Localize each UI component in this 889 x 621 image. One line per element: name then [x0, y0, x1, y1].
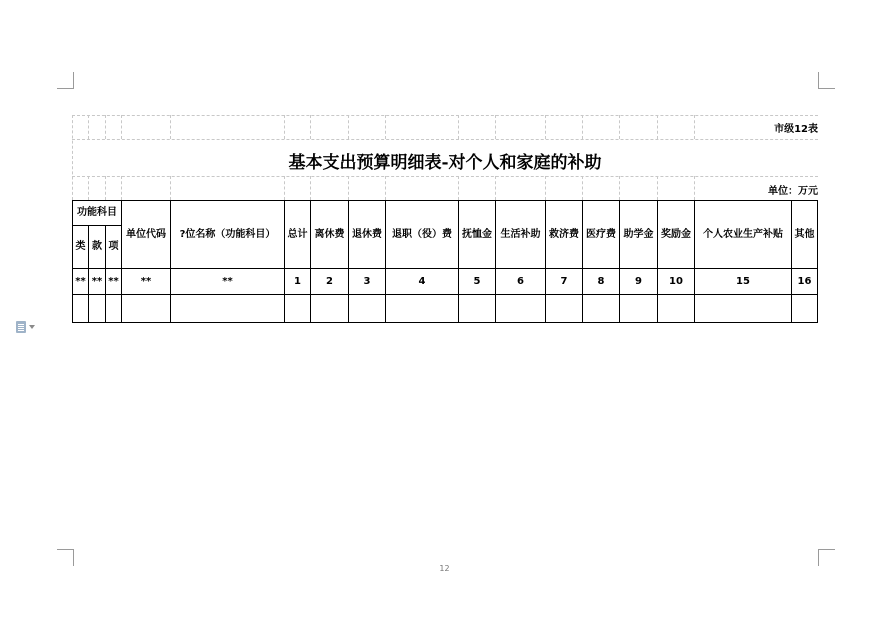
gridline [348, 115, 349, 139]
gridline [121, 176, 122, 200]
gridline [619, 176, 620, 200]
index-cell: 16 [792, 269, 818, 295]
index-cell: 15 [695, 269, 792, 295]
gridline [582, 176, 583, 200]
index-cell: 1 [285, 269, 311, 295]
crop-mark-top-left [57, 72, 74, 89]
table-cell[interactable] [311, 295, 349, 323]
unit-label: 单位：万元 [768, 186, 818, 197]
column-header: 离休费 [311, 201, 349, 269]
document-menu-button[interactable] [16, 320, 42, 334]
gridline [170, 115, 171, 139]
gridline [121, 115, 122, 139]
page-title: 基本支出预算明细表-对个人和家庭的补助 [288, 153, 602, 173]
index-cell: 6 [496, 269, 546, 295]
budget-table [72, 200, 818, 323]
gridline [105, 176, 106, 200]
gridline [105, 115, 106, 139]
table-cell[interactable] [386, 295, 459, 323]
gridline [310, 176, 311, 200]
table-cell[interactable] [546, 295, 583, 323]
table-cell[interactable] [496, 295, 546, 323]
budget-sheet [72, 115, 818, 323]
index-cell: ** [106, 269, 122, 295]
document-icon [16, 321, 26, 333]
gridline [694, 115, 695, 139]
function-subject-header: 功能科目 [73, 201, 122, 226]
gridline [495, 115, 496, 139]
table-cell[interactable] [695, 295, 792, 323]
gridline [495, 176, 496, 200]
gridline [385, 176, 386, 200]
gridline [694, 176, 695, 200]
table-cell[interactable] [106, 295, 122, 323]
column-header: 助学金 [620, 201, 658, 269]
chevron-down-icon [29, 325, 35, 329]
table-cell[interactable] [583, 295, 620, 323]
column-header: 总计 [285, 201, 311, 269]
index-cell: ** [89, 269, 106, 295]
table-cell[interactable] [171, 295, 285, 323]
table-cell[interactable] [620, 295, 658, 323]
index-cell: 8 [583, 269, 620, 295]
gridline [88, 115, 89, 139]
index-cell: 2 [311, 269, 349, 295]
column-header: 生活补助 [496, 201, 546, 269]
gridline [170, 176, 171, 200]
table-cell[interactable] [73, 295, 89, 323]
column-header: 抚恤金 [459, 201, 496, 269]
column-header: 退休费 [349, 201, 386, 269]
index-cell: 3 [349, 269, 386, 295]
gridline [72, 176, 818, 177]
index-cell: ** [171, 269, 285, 295]
index-cell: 7 [546, 269, 583, 295]
index-cell: 5 [459, 269, 496, 295]
index-cell: ** [73, 269, 89, 295]
gridline [88, 176, 89, 200]
subheader-section: 款 [89, 226, 106, 269]
table-cell[interactable] [792, 295, 818, 323]
table-cell[interactable] [658, 295, 695, 323]
subheader-category: 类 [73, 226, 89, 269]
gridline [284, 176, 285, 200]
gridline [310, 115, 311, 139]
table-number-label: 市级12表 [774, 124, 818, 135]
index-cell: ** [122, 269, 171, 295]
table-cell[interactable] [89, 295, 106, 323]
table-cell[interactable] [122, 295, 171, 323]
gridline [458, 115, 459, 139]
gridline [619, 115, 620, 139]
subheader-item: 项 [106, 226, 122, 269]
index-cell: 4 [386, 269, 459, 295]
page-number: 12 [439, 564, 450, 573]
column-header: 奖励金 [658, 201, 695, 269]
column-header: 单位代码 [122, 201, 171, 269]
column-header: 其他 [792, 201, 818, 269]
column-header: 个人农业生产补贴 [695, 201, 792, 269]
gridline [657, 115, 658, 139]
column-header: 医疗费 [583, 201, 620, 269]
gridline [545, 176, 546, 200]
gridline [284, 115, 285, 139]
gridline [348, 176, 349, 200]
table-cell[interactable] [349, 295, 386, 323]
column-header: ?位名称（功能科目） [171, 201, 285, 269]
table-cell[interactable] [459, 295, 496, 323]
gridline [72, 115, 818, 116]
gridline [545, 115, 546, 139]
gridline [72, 139, 818, 140]
column-header: 救济费 [546, 201, 583, 269]
gridline [657, 176, 658, 200]
gridline [582, 115, 583, 139]
column-header: 退职（役）费 [386, 201, 459, 269]
gridline [385, 115, 386, 139]
crop-mark-top-right [818, 72, 835, 89]
index-cell: 9 [620, 269, 658, 295]
index-cell: 10 [658, 269, 695, 295]
table-cell[interactable] [285, 295, 311, 323]
gridline [458, 176, 459, 200]
